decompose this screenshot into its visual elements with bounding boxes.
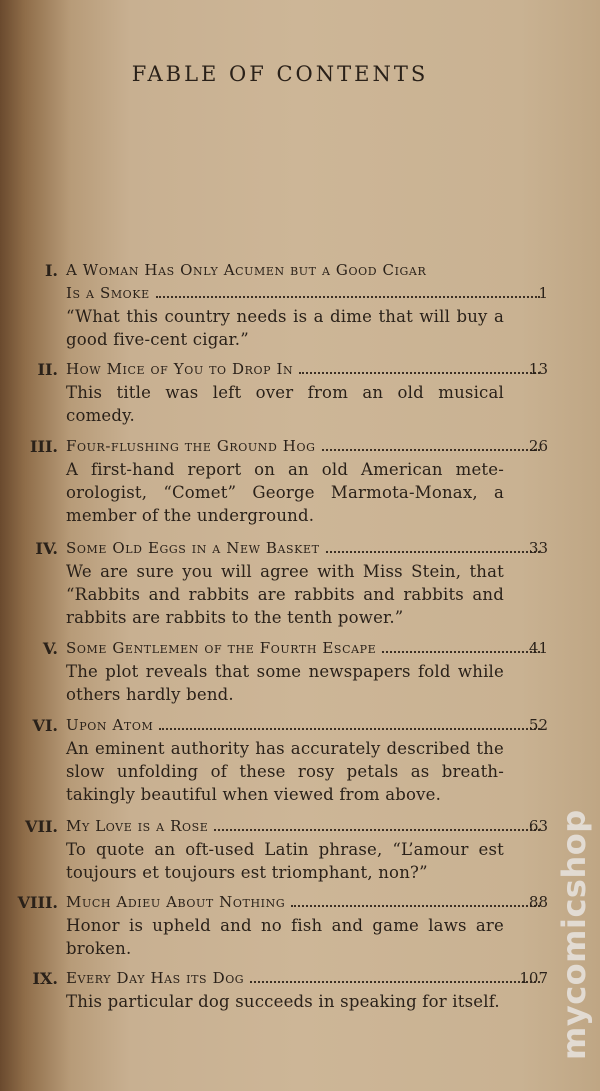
chapter-title: [66, 358, 546, 381]
page-number: 107: [519, 969, 548, 987]
page-title: FABLE OF CONTENTS: [131, 62, 429, 86]
chapter-title-line2: Upon Atom: [66, 716, 154, 734]
chapter-title-line2: Four-flushing the Ground Hog: [66, 437, 316, 455]
chapter-title: [66, 259, 546, 305]
leader-dots: [299, 371, 540, 374]
page-number: 26: [528, 437, 548, 455]
chapter-title: [66, 967, 546, 990]
chapter-numeral: I.: [44, 261, 58, 280]
watermark: mycomicshop: [555, 809, 593, 1060]
chapter-description: “What this country needs is a dime that will buy a good five-cent cigar.”: [66, 307, 504, 349]
chapter-numeral: III.: [29, 437, 58, 456]
page-number: 88: [528, 893, 548, 911]
chapter-title: [66, 815, 546, 838]
chapter-title: [66, 891, 546, 914]
chapter-description: This particular dog succeeds in speaking for itself.: [66, 992, 500, 1011]
chapter-title: [66, 537, 546, 560]
chapter-numeral: II.: [37, 360, 58, 379]
chapter-title-line2: Is a Smoke: [66, 284, 150, 302]
page-number: 1: [538, 284, 548, 302]
chapter-title-line1: A Woman Has Only Acumen but a Good Cigar: [66, 261, 427, 279]
chapter-title-line2: Some Gentlemen of the Fourth Escape: [66, 639, 377, 657]
leader-dots: [159, 727, 540, 730]
chapter-title-line2: Some Old Eggs in a New Basket: [66, 539, 320, 557]
chapter-title-line2: My Love is a Rose: [66, 817, 209, 835]
chapter-title-line2: Every Day Has its Dog: [66, 969, 245, 987]
page-number: 33: [528, 539, 548, 557]
chapter-numeral: VII.: [25, 817, 58, 836]
chapter-description: We are sure you will agree with Miss Stein, that “Rabbits and rabbits are rabbits and rabbits and rabbits are rabbits to the tenth power.”: [66, 562, 504, 627]
leader-dots: [156, 295, 540, 298]
leader-dots: [250, 980, 540, 983]
chapter-numeral: VIII.: [17, 893, 58, 912]
chapter-title-line2: Much Adieu About Nothing: [66, 893, 286, 911]
chapter-title: [66, 714, 546, 737]
chapter-description: An eminent authority has accurately described the slow unfolding of these rosy petals as breath-takingly beautiful when viewed from above.: [66, 739, 504, 804]
page-number: 52: [528, 716, 548, 734]
chapter-title: [66, 435, 546, 458]
chapter-title-line2: How Mice of You to Drop In: [66, 360, 294, 378]
chapter-description: Honor is upheld and no fish and game laws are broken.: [66, 916, 504, 958]
chapter-description: This title was left over from an old musical comedy.: [66, 383, 504, 425]
chapter-description: A first-hand report on an old American mete-orologist, “Comet” George Marmota-Monax, a member of the underground.: [66, 460, 504, 525]
page-number: 41: [528, 639, 548, 657]
chapter-description: The plot reveals that some newspapers fold while others hardly bend.: [66, 662, 504, 704]
chapter-numeral: V.: [42, 639, 58, 658]
leader-dots: [291, 904, 540, 907]
chapter-numeral: IV.: [35, 539, 58, 558]
chapter-numeral: IX.: [32, 969, 58, 988]
chapter-title: [66, 637, 546, 660]
page-number: 63: [528, 817, 548, 835]
leader-dots: [214, 828, 540, 831]
page-number: 13: [528, 360, 548, 378]
chapter-numeral: VI.: [32, 716, 58, 735]
chapter-description: To quote an oft-used Latin phrase, “L’amour est toujours et toujours est triomphant, non?”: [66, 840, 504, 882]
